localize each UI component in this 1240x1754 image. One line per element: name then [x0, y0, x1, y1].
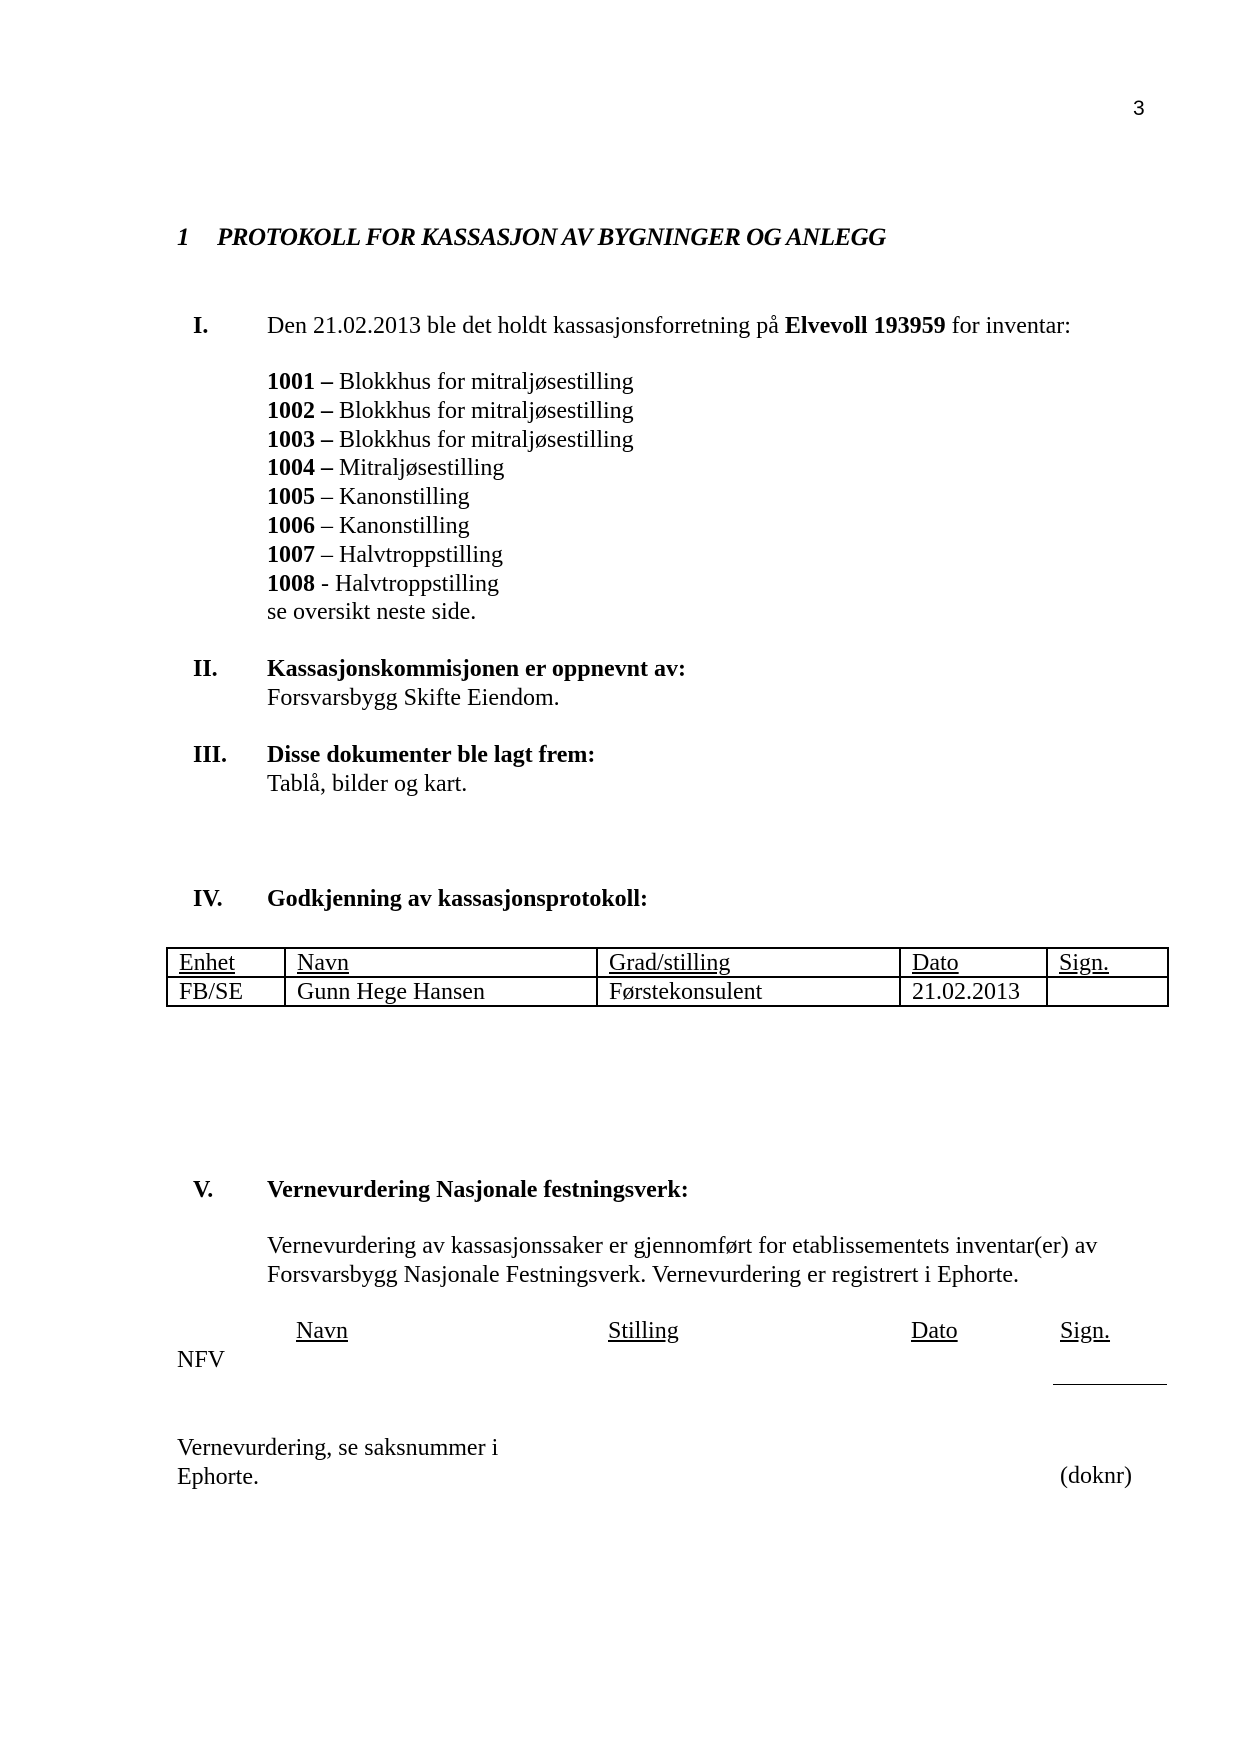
section-5-heading: Vernevurdering Nasjonale festningsverk:: [267, 1177, 689, 1203]
list-item: 1005 – Kanonstilling: [267, 484, 470, 511]
list-item: 1006 – Kanonstilling: [267, 512, 470, 539]
section-3-text: Tablå, bilder og kart.: [267, 771, 468, 797]
table-row: [167, 977, 1168, 1006]
list-item: 1002 – Blokkhus for mitraljøsestilling: [267, 397, 634, 424]
section-3-heading: Disse dokumenter ble lagt frem:: [267, 742, 596, 768]
column-stilling: Stilling: [608, 1318, 679, 1344]
list-item: 1001 – Blokkhus for mitraljøsestilling: [267, 369, 634, 395]
approval-table: [166, 947, 1169, 1007]
list-item: 1008 - Halvtroppstilling: [267, 570, 499, 597]
footer-note: [177, 1434, 498, 1492]
list-note: se oversikt neste side.: [267, 599, 477, 626]
inventory-list: [267, 368, 634, 627]
footer-line: Ephorte.: [177, 1464, 259, 1490]
doknr-label: (doknr): [1060, 1463, 1132, 1489]
section-3-number: III.: [193, 742, 228, 768]
section-4-heading: Godkjenning av kassasjonsprotokoll:: [267, 886, 648, 912]
page-title: [177, 224, 886, 252]
list-item: 1004 – Mitraljøsestilling: [267, 455, 505, 482]
table-cell: FB/SE: [167, 977, 285, 1006]
section-2-text: Forsvarsbygg Skifte Eiendom.: [267, 685, 560, 711]
section-5-number: V.: [193, 1177, 214, 1203]
table-header-cell: Dato: [900, 948, 1047, 977]
list-item: 1003 – Blokkhus for mitraljøsestilling: [267, 426, 634, 453]
footer-line: Vernevurdering, se saksnummer i: [177, 1435, 499, 1461]
intro-text-end: for inventar:: [945, 313, 1071, 339]
unit-label: NFV: [177, 1347, 226, 1373]
paragraph-line: Forsvarsbygg Nasjonale Festningsverk. Vernevurdering er registrert i Ephorte.: [267, 1262, 1020, 1288]
section-5-paragraph: [267, 1232, 1097, 1290]
title-text: PROTOKOLL FOR KASSASJON AV BYGNINGER OG ANLEGG: [217, 224, 886, 251]
section-4-number: IV.: [193, 886, 223, 912]
table-header-cell: Grad/stilling: [597, 948, 900, 977]
column-dato: Dato: [911, 1318, 958, 1344]
section-2-heading: Kassasjonskommisjonen er oppnevnt av:: [267, 656, 686, 682]
signature-cell: [1047, 977, 1168, 1006]
table-header-cell: Enhet: [167, 948, 285, 977]
paragraph-line: Vernevurdering av kassasjonssaker er gjennomført for etablissementets inventar(er) av: [267, 1233, 1098, 1259]
table-cell: 21.02.2013: [900, 977, 1047, 1006]
title-number: 1: [177, 224, 189, 251]
column-sign: Sign.: [1060, 1318, 1111, 1344]
section-1-number: I.: [193, 313, 209, 339]
list-item: 1007 – Halvtroppstilling: [267, 541, 503, 568]
table-cell: Førstekonsulent: [597, 977, 900, 1006]
table-header-cell: Sign.: [1047, 948, 1168, 977]
page-number: 3: [1133, 97, 1145, 120]
signature-line: [1053, 1384, 1167, 1385]
table-header-row: [167, 948, 1168, 977]
section-2-number: II.: [193, 656, 218, 682]
table-cell: Gunn Hege Hansen: [285, 977, 597, 1006]
table-header-cell: Navn: [285, 948, 597, 977]
intro-location: Elvevoll 193959: [784, 313, 946, 339]
intro-text: Den 21.02.2013 ble det holdt kassasjonsforretning på: [267, 313, 785, 339]
column-navn: Navn: [296, 1318, 348, 1344]
section-1-intro: [267, 313, 1071, 340]
